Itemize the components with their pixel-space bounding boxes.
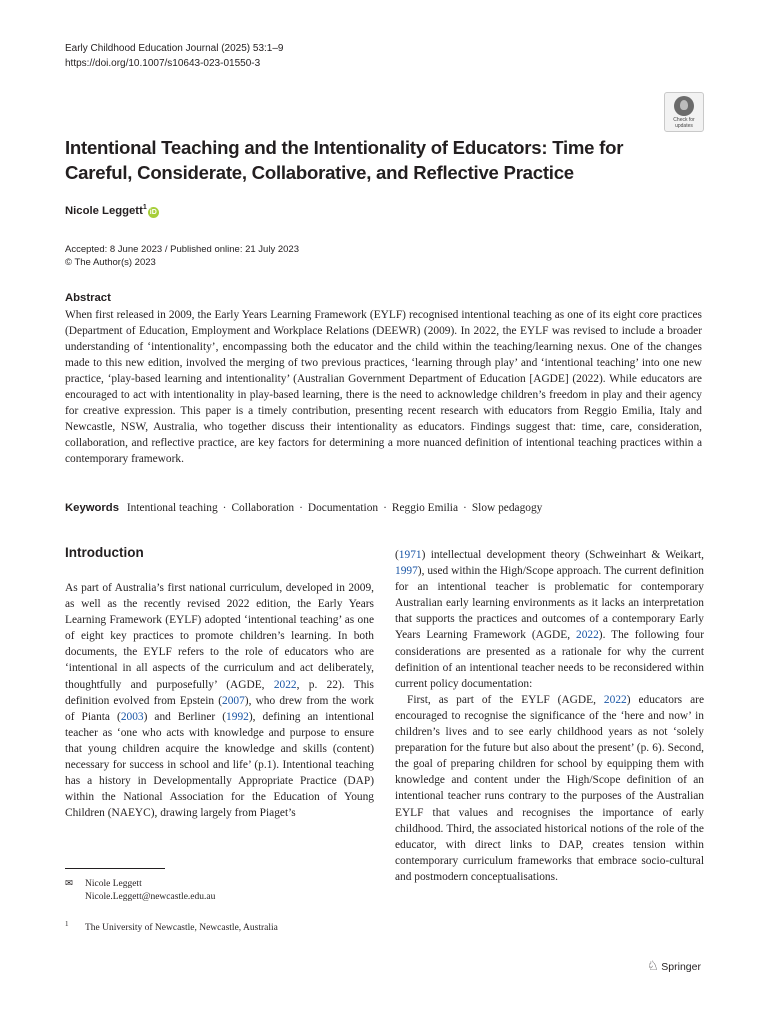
contact-email[interactable]: Nicole.Leggett@newcastle.edu.au <box>85 892 216 902</box>
citation-link[interactable]: 1997 <box>395 565 418 578</box>
paragraph: (1971) intellectual development theory (Schweinhart & Weikart, 1997), used within the High/Scope approach. The current definition for an intentional teacher is problematic for contemporary Australian early learning environments as it lacks an interpretation that supports the practices and outcomes of a contemporary Early Years Learning Framework (AGDE, 2022). The following four considerations are presented as a rationale for why the current definition of an intentional teacher needs to be reconsidered within current policy documentation: <box>395 549 704 690</box>
left-column <box>65 580 374 821</box>
abstract-text: When first released in 2009, the Early Years Learning Framework (EYLF) recognised intentional teaching as one of its eight core practices (Department of Education, Employment and Workplace Relations (DEEWR) (2009). In 2022, the EYLF was revised to include a broader understanding of ‘intentionality’, encompassing both the educator and the child within the teaching/learning nexus. One of the changes made to this new edition, involved the merging of two previous practices, ‘learning through play’ and ‘intentional teaching’ into one new practice, ‘play-based learning and intentionality’ (Australian Government Department of Education [AGDE] (2022). While educators are encouraged to act with intentionality in play-based learning, there is the need to acknowledge children’s freedom in play and their agency for creative expression. This paper is a timely contribution, presenting recent research with educators from Reggio Emilia, Italy and Newcastle, NSW, Australia, who together discuss their intentionality as educators. Findings suggest that: time, care, consideration, collaboration, and reflective practice, are key factors for determining a more nuanced definition of intentional teaching practices within a contemporary framework. <box>65 309 702 465</box>
publisher-logo <box>647 958 701 974</box>
footnote-divider <box>65 868 165 869</box>
doi-link[interactable]: https://doi.org/10.1007/s10643-023-01550-3 <box>65 58 261 69</box>
check-for-updates-label: Check for updates <box>673 117 695 129</box>
paragraph: As part of Australia’s first national curriculum, developed in 2009, as well as the recently revised 2022 edition, the Early Years Learning Framework (EYLF) adopted ‘intentional teaching’ as one of eight key practices to promote children’s learning. In both documents, the EYLF refers to the role of educators who are ‘intentional in all aspects of the curriculum and act deliberately, thoughtfully and purposefully’ (AGDE, 2022, p. 22). This definition evolved from Epstein (2007), who drew from the work of Pianta (2003) and Berliner (1992), defining an intentional teacher as ‘one who acts with knowledge and purpose to ensure that young children acquire the knowledge and skills (content) necessary for success in school and life’ (p.1). Intentional teaching has a history in Developmentally Appropriate Practice (DAP) within the National Association for the Education of Young Children (NAEYC), drawing largely from Piaget’s <box>65 582 374 820</box>
keyword: Intentional teaching <box>126 502 218 514</box>
keyword: Documentation <box>307 502 379 514</box>
author <box>65 204 159 218</box>
journal-citation: Early Childhood Education Journal (2025) 53:1–9 <box>65 43 284 54</box>
citation-link[interactable]: 2007 <box>222 694 245 707</box>
keyword-separator: · <box>383 502 387 514</box>
publication-dates <box>65 243 299 269</box>
keyword-separator: · <box>299 502 303 514</box>
title-line-1: Intentional Teaching and the Intentionality of Educators: Time for <box>65 137 624 158</box>
citation-link[interactable]: 2022 <box>603 693 627 706</box>
citation-link[interactable]: 2022 <box>273 678 297 691</box>
citation-link[interactable]: 2022 <box>576 629 599 642</box>
check-for-updates-icon <box>674 96 694 116</box>
introduction-heading: Introduction <box>65 545 144 560</box>
author-affiliation-mark: 1 <box>142 204 147 211</box>
affiliation-text: The University of Newcastle, Newcastle, Australia <box>85 923 278 934</box>
affiliation-footnote <box>65 918 278 935</box>
keyword: Reggio Emilia <box>391 502 459 514</box>
title-line-2: Careful, Considerate, Collaborative, and Reflective Practice <box>65 162 574 183</box>
right-column <box>395 547 704 885</box>
citation-link[interactable]: 1971 <box>398 549 422 561</box>
check-for-updates-badge[interactable] <box>664 92 704 132</box>
paragraph: First, as part of the EYLF (AGDE, 2022) educators are encouraged to recognise the significance of the ‘here and now’ in children’s lives and to see early childhood years as not ‘solely preparation for the future but also about the present’ (p. 6). Second, the goal of preparing children for school by equipping them with knowledge and content under the High/Scope definition of an intentional teacher runs contrary to the purposes of the Australian EYLF that values and recognises the importance of early childhood. Third, the associated historical notions of the role of the educator, with direct links to DAP, creates tension within contemporary curriculum frameworks that embrace socio-cultural and postmodern conceptualisations. <box>395 693 704 883</box>
keyword: Slow pedagogy <box>471 502 543 514</box>
contact-name: Nicole Leggett <box>85 879 142 889</box>
keywords <box>65 502 542 514</box>
article-title <box>65 135 685 185</box>
accepted-published: Accepted: 8 June 2023 / Published online: 21 July 2023 <box>65 244 299 255</box>
corresponding-author <box>65 878 215 904</box>
orcid-icon[interactable]: iD <box>149 208 157 216</box>
author-name: Nicole Leggett <box>65 204 143 217</box>
keywords-label: Keywords <box>65 502 119 514</box>
keyword: Collaboration <box>231 502 295 514</box>
affiliation-number: 1 <box>65 920 69 928</box>
keyword-separator: · <box>463 502 467 514</box>
mail-icon: ✉ <box>65 879 73 889</box>
abstract-heading: Abstract <box>65 292 111 304</box>
keyword-separator: · <box>222 502 227 514</box>
citation-link[interactable]: 1992 <box>226 710 249 723</box>
journal-header <box>65 41 283 71</box>
copyright: © The Author(s) 2023 <box>65 257 156 268</box>
citation-link[interactable]: 2003 <box>120 710 144 723</box>
springer-horse-icon: ♘ <box>647 958 659 973</box>
publisher-name: Springer <box>661 961 701 973</box>
